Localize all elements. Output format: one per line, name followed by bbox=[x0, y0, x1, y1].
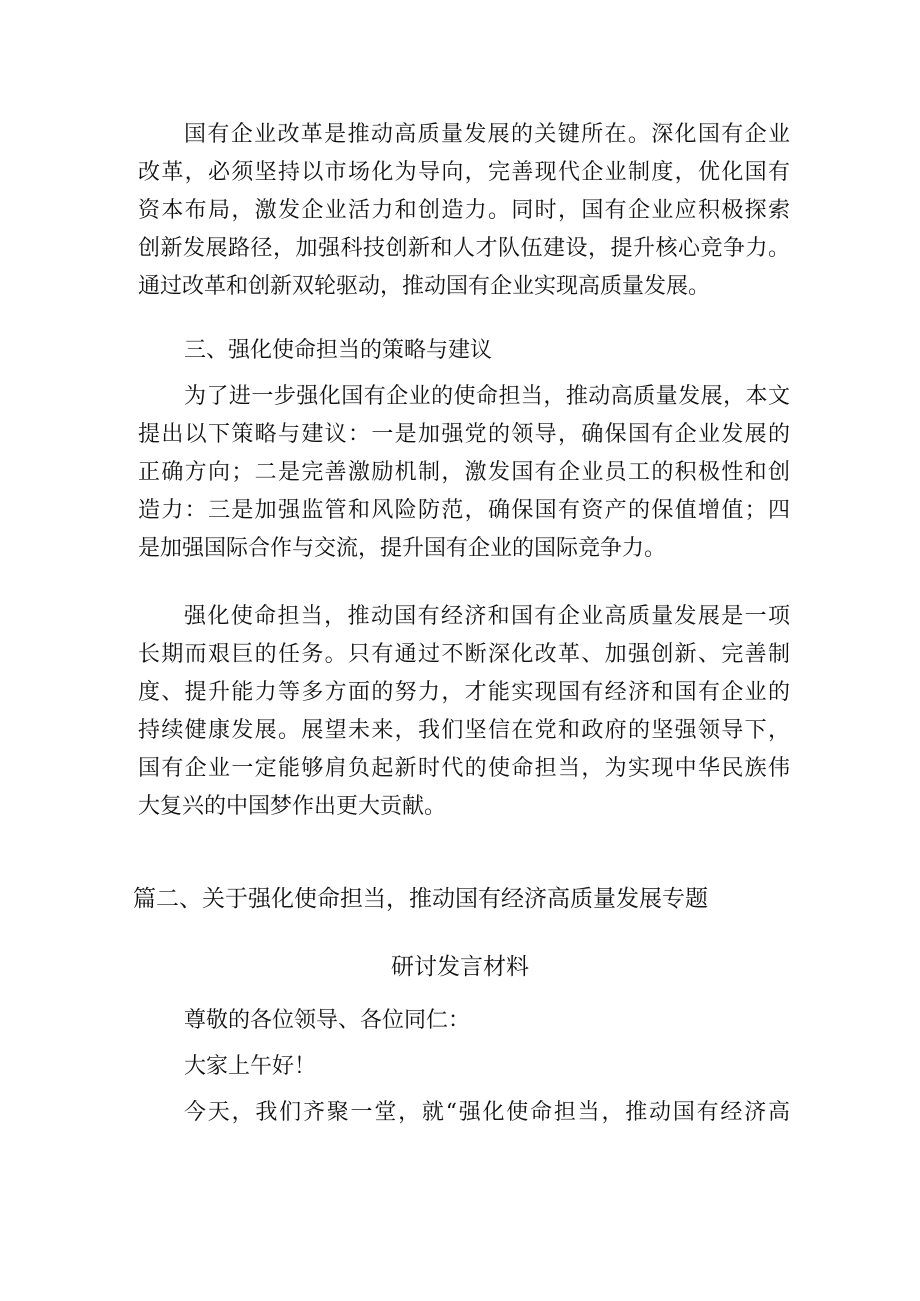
strategy-paragraph bbox=[138, 378, 790, 568]
paragraph-line: 今天，我们齐聚一堂，就“强化使命担当，推动国有经济高 bbox=[184, 1100, 790, 1125]
chapter-two-subtitle: 研讨发言材料 bbox=[391, 954, 529, 980]
salutation bbox=[138, 1002, 790, 1040]
paragraph-line: 为了进一步强化国有企业的使命担当，推动高质量发展，本文 bbox=[184, 384, 790, 409]
paragraph-line: 通过改革和创新双轮驱动，推动国有企业实现高质量发展。 bbox=[138, 274, 711, 299]
paragraph-line: 度、提升能力等多方面的努力，才能实现国有经济和国有企业的 bbox=[138, 680, 790, 705]
greeting-line: 大家上午好！ bbox=[184, 1054, 317, 1079]
paragraph-line: 强化使命担当，推动国有经济和国有企业高质量发展是一项 bbox=[184, 604, 790, 629]
paragraph-line: 改革，必须坚持以市场化为导向，完善现代企业制度，优化国有 bbox=[138, 160, 790, 185]
conclusion-paragraph bbox=[138, 598, 790, 826]
paragraph-line: 国有企业改革是推动高质量发展的关键所在。深化国有企业 bbox=[184, 122, 790, 147]
paragraph-line: 持续健康发展。展望未来，我们坚信在党和政府的坚强领导下， bbox=[138, 718, 790, 743]
paragraph-line: 提出以下策略与建议：一是加强党的领导，确保国有企业发展的 bbox=[138, 422, 790, 447]
paragraph-line: 长期而艰巨的任务。只有通过不断深化改革、加强创新、完善制 bbox=[138, 642, 790, 667]
paragraph-line: 资本布局，激发企业活力和创造力。同时，国有企业应积极探索 bbox=[138, 198, 790, 223]
salutation-line: 尊敬的各位领导、各位同仁： bbox=[184, 1008, 471, 1033]
paragraph-line: 造力：三是加强监管和风险防范，确保国有资产的保值增值；四 bbox=[138, 498, 790, 523]
paragraph-line: 正确方向；二是完善激励机制，激发国有企业员工的积极性和创 bbox=[138, 460, 790, 485]
opening-paragraph bbox=[138, 1094, 790, 1132]
chapter-two-title: 篇二、关于强化使命担当，推动国有经济高质量发展专题 bbox=[133, 886, 708, 912]
greeting bbox=[138, 1048, 790, 1086]
section-three-heading: 三、强化使命担当的策略与建议 bbox=[184, 338, 493, 363]
paragraph-line: 国有企业一定能够肩负起新时代的使命担当，为实现中华民族伟 bbox=[138, 756, 790, 781]
paragraph-line: 是加强国际合作与交流，提升国有企业的国际竞争力。 bbox=[138, 536, 667, 561]
paragraph-line: 创新发展路径，加强科技创新和人才队伍建设，提升核心竞争力。 bbox=[138, 236, 790, 261]
paragraph-line: 大复兴的中国梦作出更大贡献。 bbox=[138, 794, 447, 819]
section-one-paragraph bbox=[138, 116, 790, 306]
